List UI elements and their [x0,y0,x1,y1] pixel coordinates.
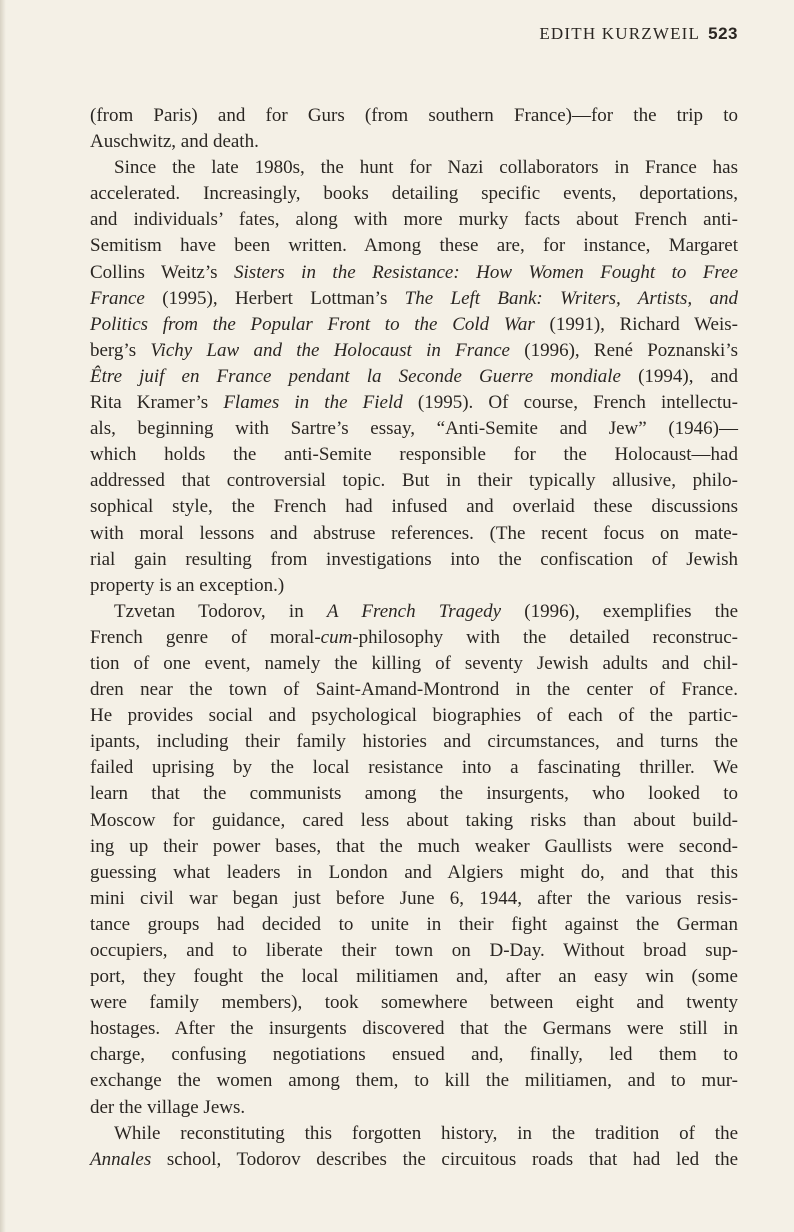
italic-title-text: Flames in the Field [223,392,403,414]
italic-title-text: France [90,287,145,309]
text-line [90,103,738,129]
text-line [90,181,738,207]
italic-title-text: Politics from the Popular Front to the Cold War [90,313,535,335]
text-run: Since the late 1980s, the hunt for Nazi collaborators in France has [114,157,738,179]
text-run: Semitism have been written. Among these are, for instance, Margaret [90,235,738,257]
text-run: port, they fought the local militiamen and, after an easy win (some [90,966,738,988]
text-run: were family members), took somewhere between eight and twenty [90,992,738,1014]
text-run: tion of one event, namely the killing of seventy Jewish adults and chil- [90,652,738,674]
text-run: charge, confusing negotiations ensued and, finally, led them to [90,1044,738,1066]
text-line [90,494,738,520]
text-run: mini civil war began just before June 6, 1944, after the various resis- [90,887,738,909]
text-run: -philosophy with the detailed reconstruc- [352,626,738,648]
text-run: (from Paris) and for Gurs (from southern France)—for the trip to [90,105,738,126]
text-line [90,886,738,912]
text-run: addressed that controversial topic. But in their typically allusive, philo- [90,470,738,492]
text-line [90,1095,738,1121]
running-head [539,24,738,44]
text-line [90,1121,738,1147]
text-line [90,390,738,416]
text-line [90,599,738,625]
text-run: learn that the communists among the insurgents, who looked to [90,783,738,805]
text-run: with moral lessons and abstruse references. (The recent focus on mate- [90,522,738,544]
text-run: der the village Jews. [90,1096,246,1118]
text-run: tance groups had decided to unite in their fight against the German [90,913,738,935]
text-run: While reconstituting this forgotten history, in the tradition of the [114,1122,738,1144]
text-run: which holds the anti-Semite responsible for the Holocaust—had [90,444,738,466]
text-run: school, Todorov describes the circuitous roads that had led the [151,1148,738,1170]
text-line [90,1068,738,1094]
body-text [90,103,738,1173]
page-number: 523 [708,24,738,43]
text-run: Collins Weitz’s [90,261,235,283]
text-line [90,703,738,729]
text-line [90,964,738,990]
text-line [90,1016,738,1042]
text-line [90,1042,738,1068]
text-run: Auschwitz, and death. [90,131,259,153]
text-line [90,233,738,259]
text-run: exchange the women among them, to kill the militiamen, and to mur- [90,1070,738,1092]
text-line [90,468,738,494]
text-line [90,338,738,364]
italic-title-text: A French Tragedy [326,600,502,622]
text-line [90,677,738,703]
text-line [90,625,738,651]
text-line [90,755,738,781]
text-line [90,912,738,938]
text-line [90,442,738,468]
text-line [90,729,738,755]
italic-title-text: Être juif en France pendant la Seconde Guerre mondiale [90,365,621,387]
text-run: (1996), René Poznanski’s [509,339,738,361]
text-run: (1991), Richard Weis- [534,313,738,335]
text-run: Moscow for guidance, cared less about taking risks than about build- [90,809,738,831]
text-run: (1996), exemplifies the [501,600,738,622]
text-run: He provides social and psychological biographies of each of the partic- [90,705,738,727]
text-line [90,1147,738,1173]
text-line [90,834,738,860]
text-line [90,808,738,834]
text-line [90,781,738,807]
text-line [90,364,738,390]
text-run: accelerated. Increasingly, books detailing specific events, deportations, [90,183,738,205]
running-head-author: EDITH KURZWEIL [539,24,701,43]
text-run: French genre of moral- [90,626,321,648]
text-run: occupiers, and to liberate their town on D-Day. Without broad sup- [90,940,738,961]
text-run: hostages. After the insurgents discovered that the Germans were still in [90,1018,738,1040]
text-run: (1994), and [620,365,738,387]
text-run: dren near the town of Saint-Amand-Montrond in the center of France. [90,679,738,701]
text-line [90,286,738,312]
text-run: Tzvetan Todorov, in [114,600,327,622]
text-line [90,260,738,286]
text-run: berg’s [90,339,151,361]
text-run: Rita Kramer’s [90,392,224,414]
italic-title-text: The Left Bank: Writers, Artists, and [404,287,738,309]
text-line [90,521,738,547]
page-gutter-shadow [0,0,6,1232]
text-run: (1995). Of course, French intellectu- [402,392,738,414]
italic-title-text: Vichy Law and the Holocaust in France [150,339,510,361]
text-line [90,573,738,599]
text-run: and individuals’ fates, along with more murky facts about French anti- [90,209,738,231]
text-line [90,990,738,1016]
text-line [90,860,738,886]
text-run: rial gain resulting from investigations into the confiscation of Jewish [90,548,738,570]
text-line [90,547,738,573]
text-line [90,312,738,338]
text-line [90,129,738,155]
text-run: ipants, including their family histories and circumstances, and turns the [90,731,738,753]
text-run: ing up their power bases, that the much weaker Gaullists were second- [90,835,738,857]
text-line [90,207,738,233]
text-run: als, beginning with Sartre’s essay, “Anti-Semite and Jew” (1946)— [90,418,738,440]
text-run: property is an exception.) [90,574,285,596]
italic-title-text: Sisters in the Resistance: How Women Fought to Free [234,261,738,283]
text-run: sophical style, the French had infused and overlaid these discussions [90,496,738,518]
text-run: failed uprising by the local resistance into a fascinating thriller. We [90,757,738,779]
text-line [90,155,738,181]
text-line [90,938,738,964]
italic-title-text: Annales [90,1148,152,1170]
italic-title-text: cum [320,626,353,648]
text-run: guessing what leaders in London and Algiers might do, and that this [90,861,738,883]
text-line [90,416,738,442]
text-line [90,651,738,677]
text-run: (1995), Herbert Lottman’s [144,287,405,309]
